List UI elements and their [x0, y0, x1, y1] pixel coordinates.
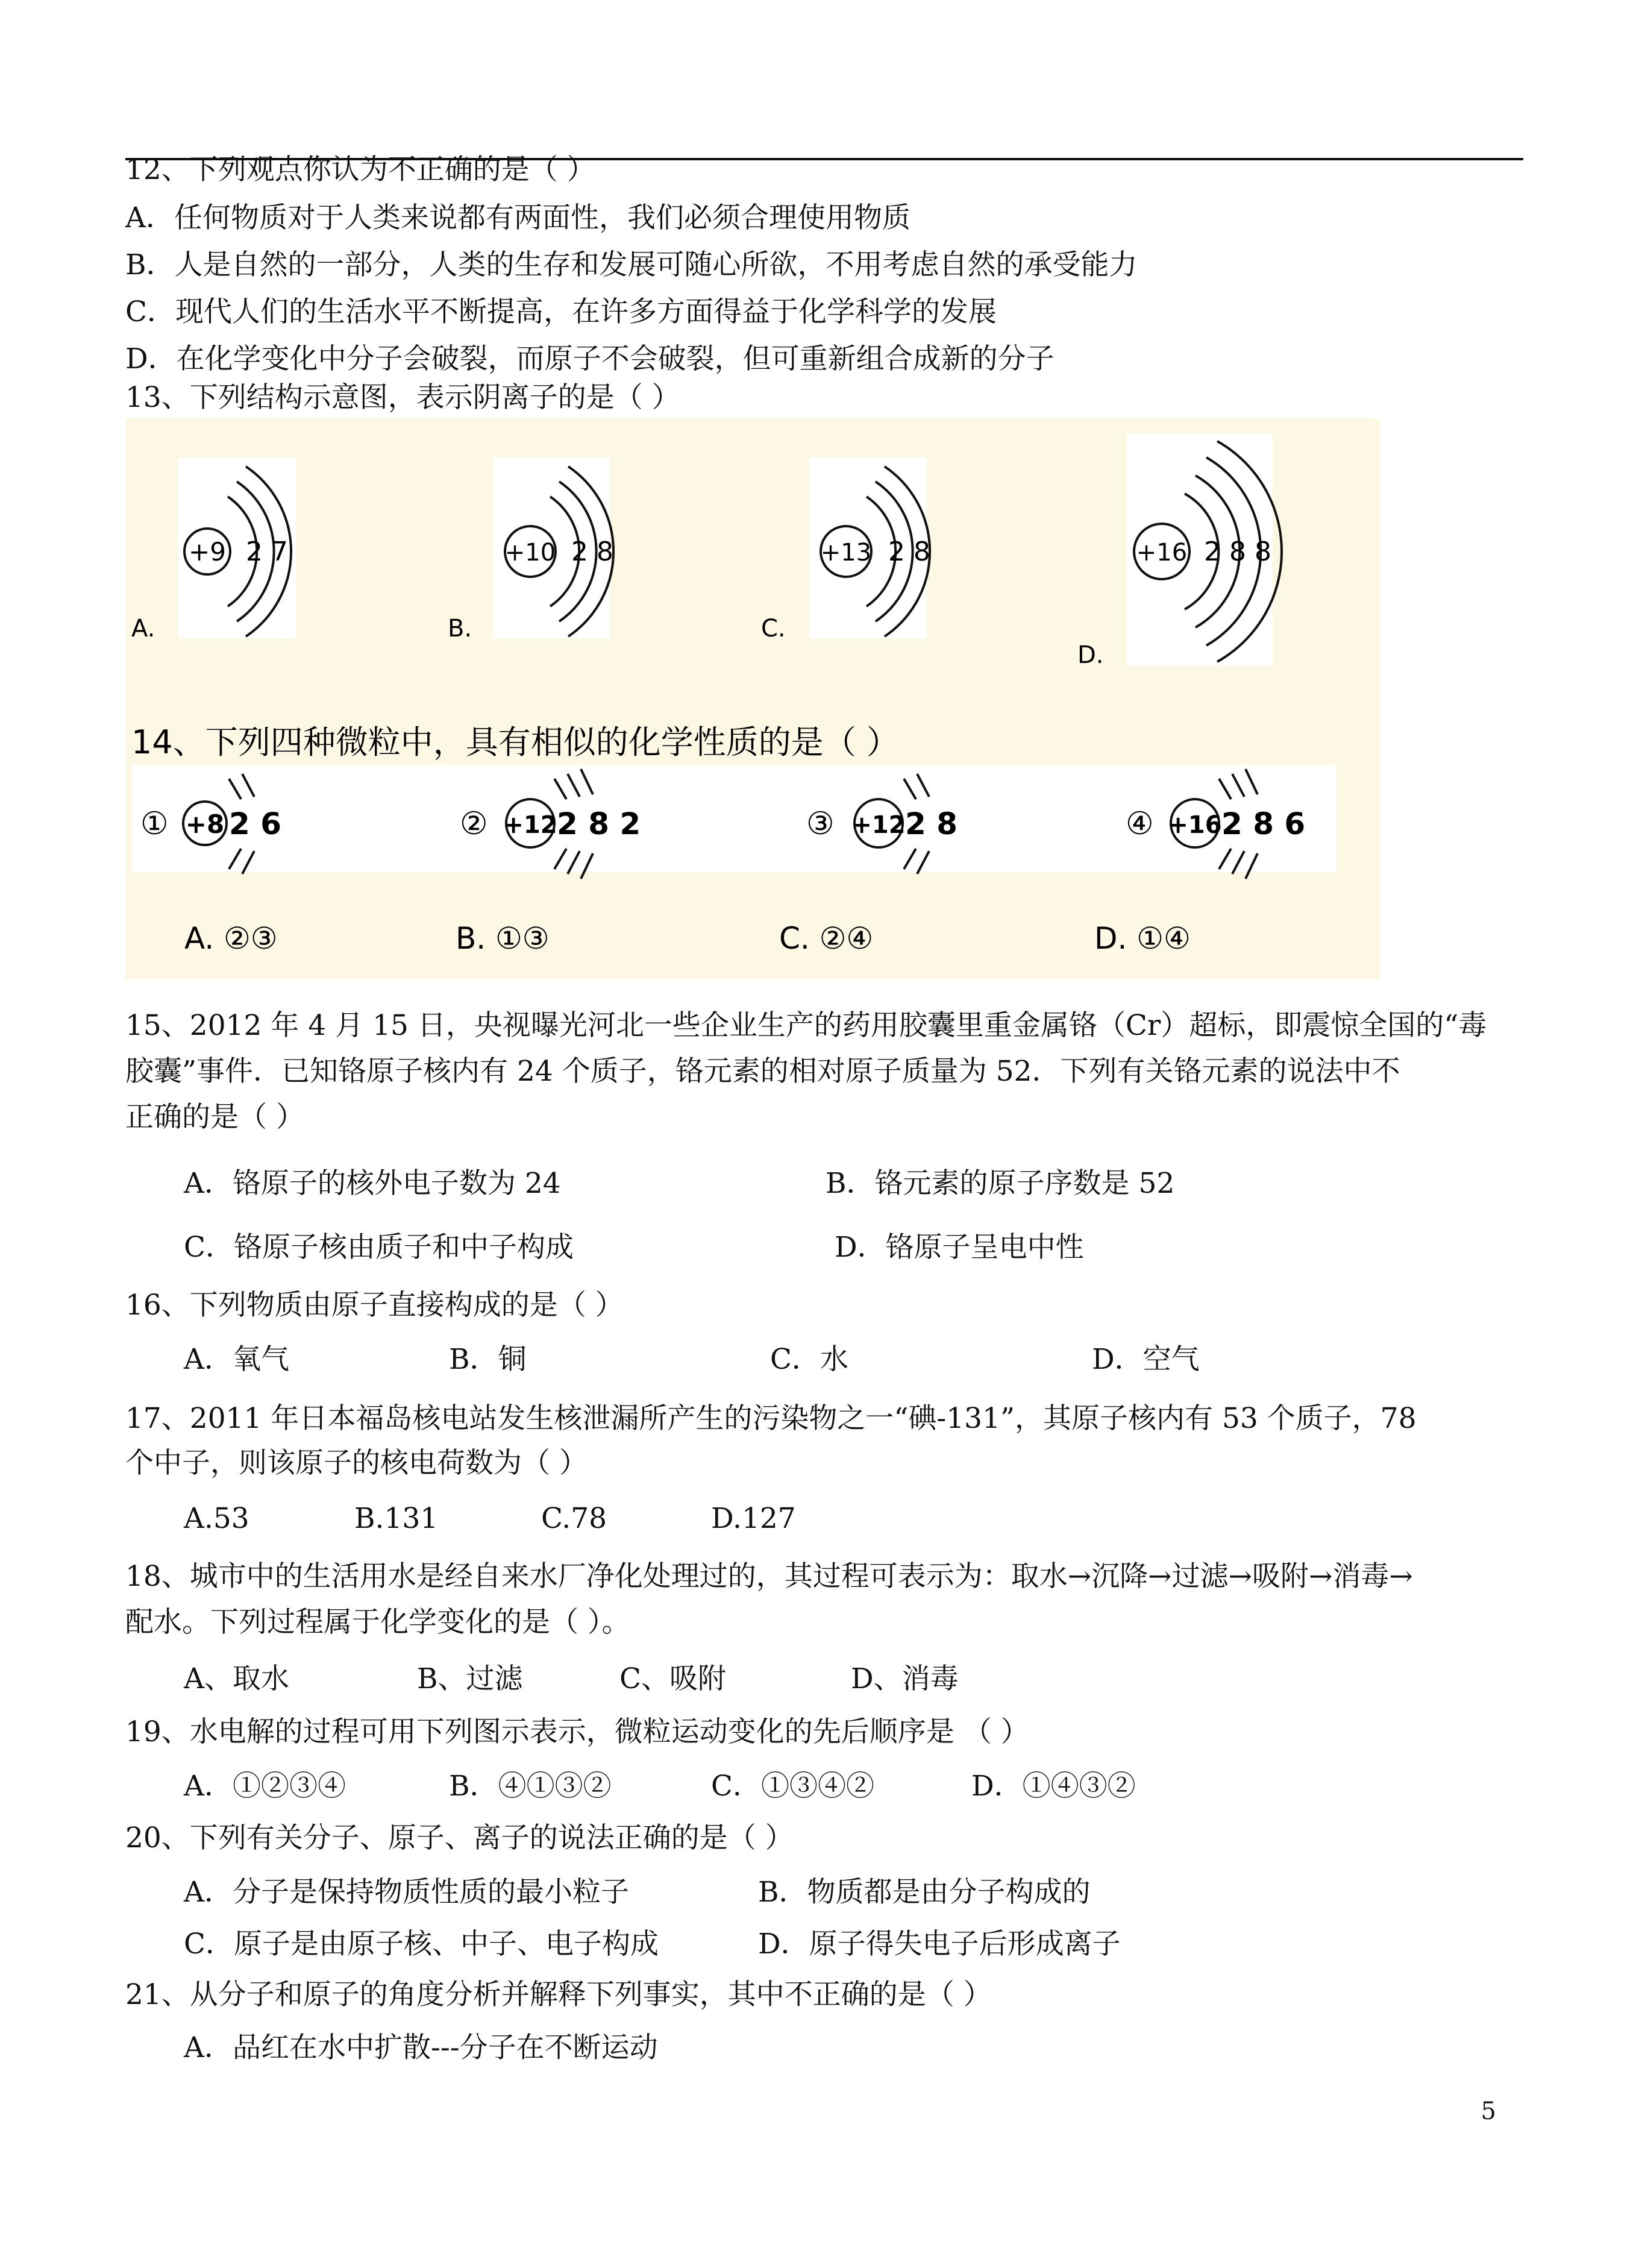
q20-option-a: A．分子是保持物质性质的最小粒子: [184, 1876, 629, 1909]
q17-line-2: 个中子，则该原子的核电荷数为（ ）: [125, 1447, 588, 1480]
q19-option-d: D．①④③②: [971, 1770, 1136, 1803]
q14-p2-nucleus: +12: [503, 811, 557, 839]
q17-line-1: 17、2011 年日本福岛核电站发生核泄漏所产生的污染物之一“碘-131”，其原子核内有 53 个质子，78: [125, 1402, 1417, 1435]
q13-a-label: A.: [131, 615, 155, 642]
q14-option-d: D. ①④: [1094, 921, 1191, 956]
page-number: 5: [1481, 2097, 1496, 2125]
q14-p3-index: ③: [806, 806, 835, 842]
q13-d-shells: 2 8 8: [1204, 536, 1271, 567]
q15-line-2: 胶囊”事件．已知铬原子核内有 24 个质子，铬元素的相对原子质量为 52．下列有关铬元素的说法中不: [125, 1055, 1400, 1088]
q13-a-nucleus: +9: [189, 537, 226, 567]
q14-p4-nucleus: +16: [1168, 811, 1222, 839]
q14-p1-nucleus: +8: [185, 809, 225, 839]
q14-stem: 14、下列四种微粒中，具有相似的化学性质的是（ ）: [131, 723, 899, 761]
q17-option-a: A.53: [184, 1502, 249, 1535]
q12-option-c: C．现代人们的生活水平不断提高，在许多方面得益于化学科学的发展: [125, 295, 997, 328]
q15-option-b: B．铬元素的原子序数是 52: [826, 1167, 1175, 1200]
q15-line-1: 15、2012 年 4 月 15 日，央视曝光河北一些企业生产的药用胶囊里重金属铬（Cr）超标，即震惊全国的“毒: [125, 1009, 1487, 1042]
q13-stem: 13、下列结构示意图，表示阴离子的是（ ）: [125, 381, 680, 414]
q16-option-b: B．铜: [449, 1343, 527, 1376]
q16-stem: 16、下列物质由原子直接构成的是（ ）: [125, 1289, 624, 1322]
q18-option-a: A、取水: [184, 1662, 289, 1695]
q14-p2-shells: 2 8 2: [557, 806, 641, 841]
q14-p1-shells: 2 6: [229, 806, 281, 841]
q14-option-a: A. ②③: [184, 921, 278, 956]
q19-option-a: A．①②③④: [184, 1770, 346, 1803]
q16-option-a: A．氧气: [184, 1343, 289, 1376]
q13-a-shells: 2 7: [246, 536, 288, 567]
atom-structure-figure: [125, 418, 1380, 979]
q13-b-label: B.: [448, 615, 472, 642]
q12-stem: 12、下列观点你认为不正确的是（ ）: [125, 153, 595, 186]
q14-p4-shells: 2 8 6: [1221, 806, 1306, 841]
q19-stem: 19、水电解的过程可用下列图示表示，微粒运动变化的先后顺序是 （ ）: [125, 1715, 1029, 1748]
q15-option-a: A．铬原子的核外电子数为 24: [184, 1167, 561, 1200]
q18-line-2: 配水。下列过程属于化学变化的是（ ）。: [125, 1606, 630, 1639]
q20-option-d: D．原子得失电子后形成离子: [758, 1927, 1121, 1961]
q20-stem: 20、下列有关分子、原子、离子的说法正确的是（ ）: [125, 1821, 794, 1855]
q14-p2-index: ②: [460, 806, 488, 842]
q16-option-c: C．水: [770, 1343, 848, 1376]
q13-b-nucleus: +10: [504, 539, 556, 567]
q17-option-c: C.78: [541, 1502, 607, 1535]
q13-b-shells: 2 8: [571, 536, 613, 567]
q12-option-b: B．人是自然的一部分，人类的生存和发展可随心所欲，不用考虑自然的承受能力: [125, 248, 1138, 281]
q20-option-c: C．原子是由原子核、中子、电子构成: [184, 1927, 659, 1961]
q20-option-b: B．物质都是由分子构成的: [758, 1876, 1091, 1909]
q13-d-label: D.: [1077, 641, 1104, 669]
q15-line-3: 正确的是（ ）: [125, 1101, 304, 1134]
q15-option-d: D．铬原子呈电中性: [835, 1231, 1084, 1264]
q18-line-1: 18、城市中的生活用水是经自来水厂净化处理过的，其过程可表示为：取水→沉降→过滤→吸附→消毒→: [125, 1560, 1413, 1593]
q18-option-d: D、消毒: [851, 1662, 959, 1695]
q14-p4-index: ④: [1126, 806, 1154, 842]
q18-option-b: B、过滤: [417, 1662, 523, 1695]
q16-option-d: D．空气: [1092, 1343, 1200, 1376]
q19-option-b: B．④①③②: [449, 1770, 612, 1803]
q15-option-c: C．铬原子核由质子和中子构成: [184, 1231, 574, 1264]
q14-p1-index: ①: [140, 806, 169, 842]
q12-option-d: D．在化学变化中分子会破裂，而原子不会破裂，但可重新组合成新的分子: [125, 342, 1055, 375]
q17-option-d: D.127: [711, 1502, 796, 1535]
q14-option-b: B. ①③: [456, 921, 550, 956]
q13-c-shells: 2 8: [888, 536, 930, 567]
q17-option-b: B.131: [354, 1502, 439, 1535]
q18-option-c: C、吸附: [619, 1662, 726, 1695]
q13-d-nucleus: +16: [1136, 539, 1188, 567]
q13-c-label: C.: [761, 615, 786, 642]
q21-option-a: A．品红在水中扩散---分子在不断运动: [184, 2031, 658, 2064]
q14-p3-shells: 2 8: [905, 806, 957, 841]
q19-option-c: C．①③④②: [711, 1770, 874, 1803]
q13-c-nucleus: +13: [820, 539, 872, 567]
q21-stem: 21、从分子和原子的角度分析并解释下列事实，其中不正确的是（ ）: [125, 1978, 992, 2011]
q14-p3-nucleus: +12: [851, 811, 906, 839]
q14-option-c: C. ②④: [779, 921, 874, 956]
q12-option-a: A．任何物质对于人类来说都有两面性，我们必须合理使用物质: [125, 201, 910, 234]
